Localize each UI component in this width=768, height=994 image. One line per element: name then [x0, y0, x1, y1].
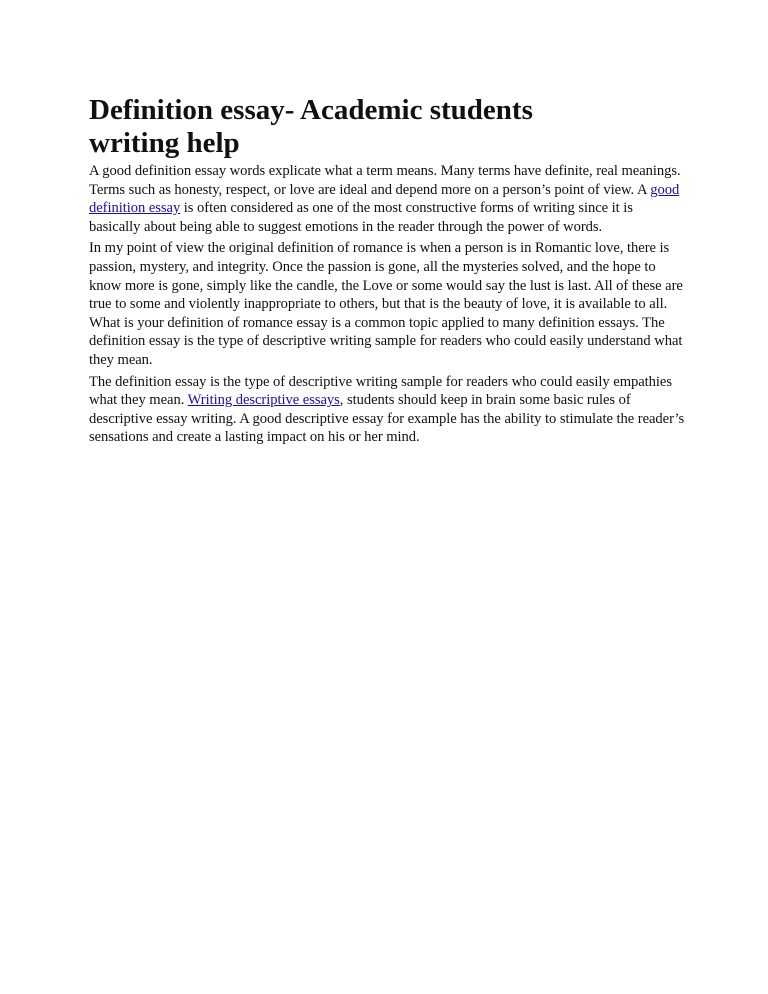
document-content [89, 94, 687, 450]
paragraph-3-text-after: , students should keep in brain some basic rules of descriptive essay writing. A good descriptive essay for example has the ability to stimulate the reader’s sensations and create a lasting impact on his or her mind. [89, 392, 685, 446]
good-definition-essay-link[interactable]: good definition essay [89, 181, 680, 217]
paragraph-1-text-before: A good definition essay words explicate what a term means. Many terms have definite, real meanings. Terms such as honesty, respect, or love are ideal and depend more on a person’s point of view. A [89, 163, 681, 198]
writing-descriptive-essays-link[interactable]: Writing descriptive essays [187, 392, 340, 409]
paragraph-1-text-after: is often considered as one of the most constructive forms of writing since it is basically about being able to suggest emotions in the reader through the power of words. [89, 200, 633, 235]
paragraph-3-text-before: The definition essay is the type of descriptive writing sample for readers who could easily empathies what they mean. [89, 373, 672, 409]
paragraph-2: In my point of view the original definition of romance is when a person is in Romantic love, there is passion, mystery, and integrity. Once the passion is gone, all the mysteries solved, and the hope to know more is gone, simply like the candle, the Love or some would say the lust is last. All of these are true to some and violently inappropriate to others, but that is the beauty of love, it is available to all. What is your definition of romance essay is a common topic applied to many definition essays. The definition essay is the type of descriptive writing sample for readers who could easily understand what they mean. [89, 240, 683, 368]
document-title: Definition essay- Academic students writing help [89, 94, 533, 159]
paragraph-1 [89, 162, 687, 236]
paragraph-3 [89, 373, 687, 447]
